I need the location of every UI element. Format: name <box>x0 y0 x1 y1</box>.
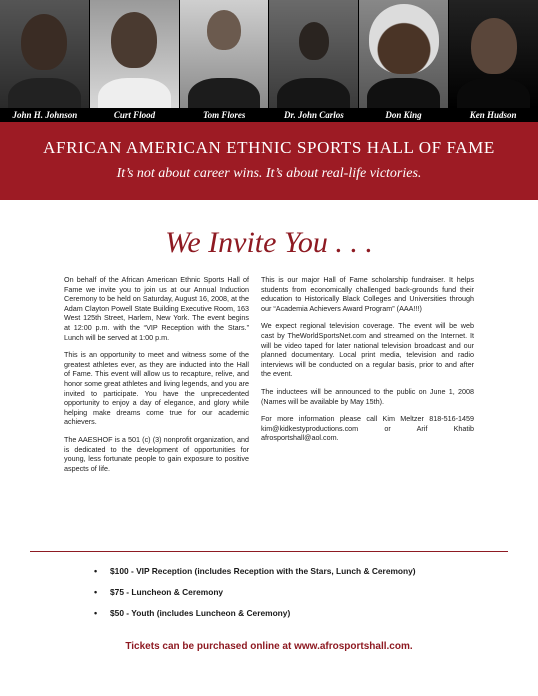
portrait-photo-icon <box>21 14 67 70</box>
portrait-name: Don King <box>385 110 422 120</box>
portrait-name: John H. Johnson <box>12 110 78 120</box>
portrait-photo-icon <box>111 12 157 68</box>
portrait-ken-hudson <box>449 0 538 108</box>
portrait-photo-icon <box>207 10 241 50</box>
portrait-curt-flood <box>90 0 180 108</box>
bullet-icon: • <box>94 608 98 618</box>
paragraph: We expect regional television coverage. The event will be web cast by TheWorldSportsNet.com and streamed on the Internet. It will be video taped for later national television broadcast and our planned documentary. Local print media, television and radio interviews will be conducted on a regular basis, prior to and after the event. <box>261 321 474 379</box>
list-item <box>94 587 416 597</box>
paragraph: The inductees will be announced to the public on June 1, 2008 (Names will be available by May 15th). <box>261 386 474 406</box>
portrait-john-carlos <box>269 0 359 108</box>
paragraph: For more information please call Kim Meltzer 818-516-1459 kim@kidkestyproductions.com or Arif Khatib afrosportshall@aol.com. <box>261 414 474 443</box>
list-item <box>94 608 416 618</box>
price-text: $75 - Luncheon & Ceremony <box>110 587 224 597</box>
price-text: $50 - Youth (includes Luncheon & Ceremony) <box>110 608 291 618</box>
paragraph: This is our major Hall of Fame scholarship fundraiser. It helps students from economically challenged back-grounds fund their education to Historically Black Colleges and Universities through our “Academia Achievers Award Program” (AAA!!!) <box>261 275 474 313</box>
paragraph: This is an opportunity to meet and witness some of the greatest athletes ever, as they are inducted into the Hall of Fame. This event will allow us to recapture, relive, and honor some great athletes and living legends, and you are invited to participate. You have the unprecedented opportunity to enjoy a day of elegance, and glory while helping make dreams come true for our academic achievers. <box>64 350 250 427</box>
portrait-john-johnson <box>0 0 90 108</box>
portrait-photo-icon <box>299 22 329 60</box>
price-list <box>94 566 416 629</box>
tagline: It’s not about career wins. It’s about real-life victories. <box>116 166 422 181</box>
portrait-don-king <box>359 0 449 108</box>
tickets-line: Tickets can be purchased online at www.afrosportshall.com. <box>125 641 413 652</box>
right-column <box>261 275 474 451</box>
portrait-name: Curt Flood <box>113 110 156 120</box>
bullet-icon: • <box>94 587 98 597</box>
price-text: $100 - VIP Reception (includes Reception with the Stars, Lunch & Ceremony) <box>110 566 416 576</box>
portrait-photo-icon <box>471 18 517 74</box>
portrait-tom-flores <box>180 0 270 108</box>
list-item <box>94 566 416 576</box>
portrait-name: Ken Hudson <box>469 110 517 120</box>
portrait-strip <box>0 0 538 108</box>
bullet-icon: • <box>94 566 98 576</box>
paragraph: On behalf of the African American Ethnic Sports Hall of Fame we invite you to join us at our Annual Induction Ceremony to be held on Saturday, August 16, 2008, at the Adam Clayton Powell State Building Executive Room, 163 West 125th Street, Harlem, New York. The event begins at 12:00 p.m. with the “VIP Reception with the Stars.” Lunch will be served at 1:00 p.m. <box>64 275 249 342</box>
portrait-name: Tom Flores <box>202 110 246 120</box>
portrait-photo-icon <box>369 4 439 74</box>
left-column <box>64 275 249 481</box>
portrait-name: Dr. John Carlos <box>283 110 344 120</box>
title-banner <box>0 122 538 200</box>
invite-headline: We Invite You . . . <box>165 226 373 259</box>
paragraph: The AAESHOF is a 501 (c) (3) nonprofit organization, and is dedicated to the development of opportunities for young, less fortunate people to gain exposure to positive aspects of life. <box>64 434 249 473</box>
portrait-name-bar <box>0 108 538 122</box>
divider <box>30 551 508 552</box>
page-title: AFRICAN AMERICAN ETHNIC SPORTS HALL OF FAME <box>43 138 495 157</box>
